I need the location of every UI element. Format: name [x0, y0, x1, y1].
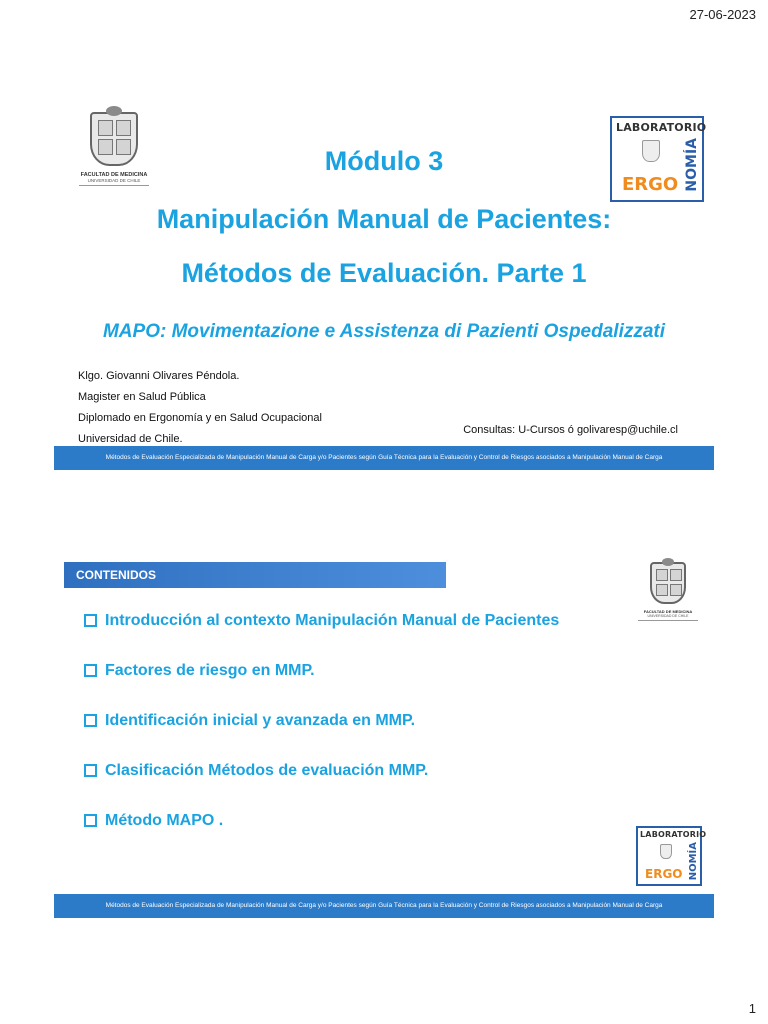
slide-footer: Métodos de Evaluación Especializada de Manipulación Manual de Carga y/o Pacientes según Guía Técnica para la Evaluación y Control de Riesgos asociados a Manipulación Manual de Carga [54, 894, 714, 918]
crest-name: FACULTAD DE MEDICINA [643, 609, 693, 614]
list-item: Método MAPO . [84, 808, 559, 833]
logo-ergo-text: ERGO [645, 867, 683, 881]
logo-nomia-text: NOMÍA [688, 842, 699, 881]
crest-name: FACULTAD DE MEDICINA [80, 172, 148, 178]
logo-lab-text: LABORATORIO [640, 830, 707, 839]
checkbox-bullet-icon [84, 714, 97, 727]
crest-subtitle: UNIVERSIDAD DE CHILE [87, 178, 141, 183]
logo-nomia-text: NOMÍA [684, 138, 700, 192]
logo-lab-text: LABORATORIO [616, 121, 707, 134]
crest-subtitle: UNIVERSIDAD DE CHILE [647, 614, 689, 618]
logo-ergo-text: ERGO [622, 174, 679, 195]
list-item: Identificación inicial y avanzada en MMP. [84, 708, 559, 733]
crest-shield-icon [650, 562, 686, 604]
ergonomia-lab-logo [636, 826, 707, 886]
main-subtitle: Métodos de Evaluación. Parte 1 [181, 258, 587, 288]
logo-crest-icon [660, 844, 672, 859]
contents-heading: CONTENIDOS [64, 562, 446, 588]
checkbox-bullet-icon [84, 664, 97, 677]
faculty-crest-logo [636, 562, 700, 621]
slide-footer: Métodos de Evaluación Especializada de Manipulación Manual de Carga y/o Pacientes según Guía Técnica para la Evaluación y Control de Riesgos asociados a Manipulación Manual de Carga [54, 446, 714, 470]
main-title: Manipulación Manual de Pacientes: [156, 204, 612, 234]
author-line: Universidad de Chile. [78, 433, 183, 445]
module-title: Módulo 3 [324, 146, 444, 176]
slide-1 [54, 100, 714, 476]
mapo-subtitle: MAPO: Movimentazione e Assistenza di Pazienti Ospedalizzati [102, 321, 666, 342]
author-line: Klgo. Giovanni Olivares Péndola. [78, 370, 240, 382]
checkbox-bullet-icon [84, 764, 97, 777]
page-number: 1 [748, 1001, 756, 1016]
checkbox-bullet-icon [84, 614, 97, 627]
contact-info: Consultas: U-Cursos ó golivaresp@uchile.cl [463, 424, 678, 436]
author-block [78, 366, 322, 450]
slide-2 [54, 548, 714, 918]
contents-list [84, 608, 559, 858]
author-line: Magister en Salud Pública [78, 391, 206, 403]
checkbox-bullet-icon [84, 814, 97, 827]
list-item: Clasificación Métodos de evaluación MMP. [84, 758, 559, 783]
print-date: 27-06-2023 [689, 7, 756, 22]
list-item: Introducción al contexto Manipulación Manual de Pacientes [84, 608, 559, 633]
list-item: Factores de riesgo en MMP. [84, 658, 559, 683]
author-line: Diplomado en Ergonomía y en Salud Ocupacional [78, 412, 322, 424]
